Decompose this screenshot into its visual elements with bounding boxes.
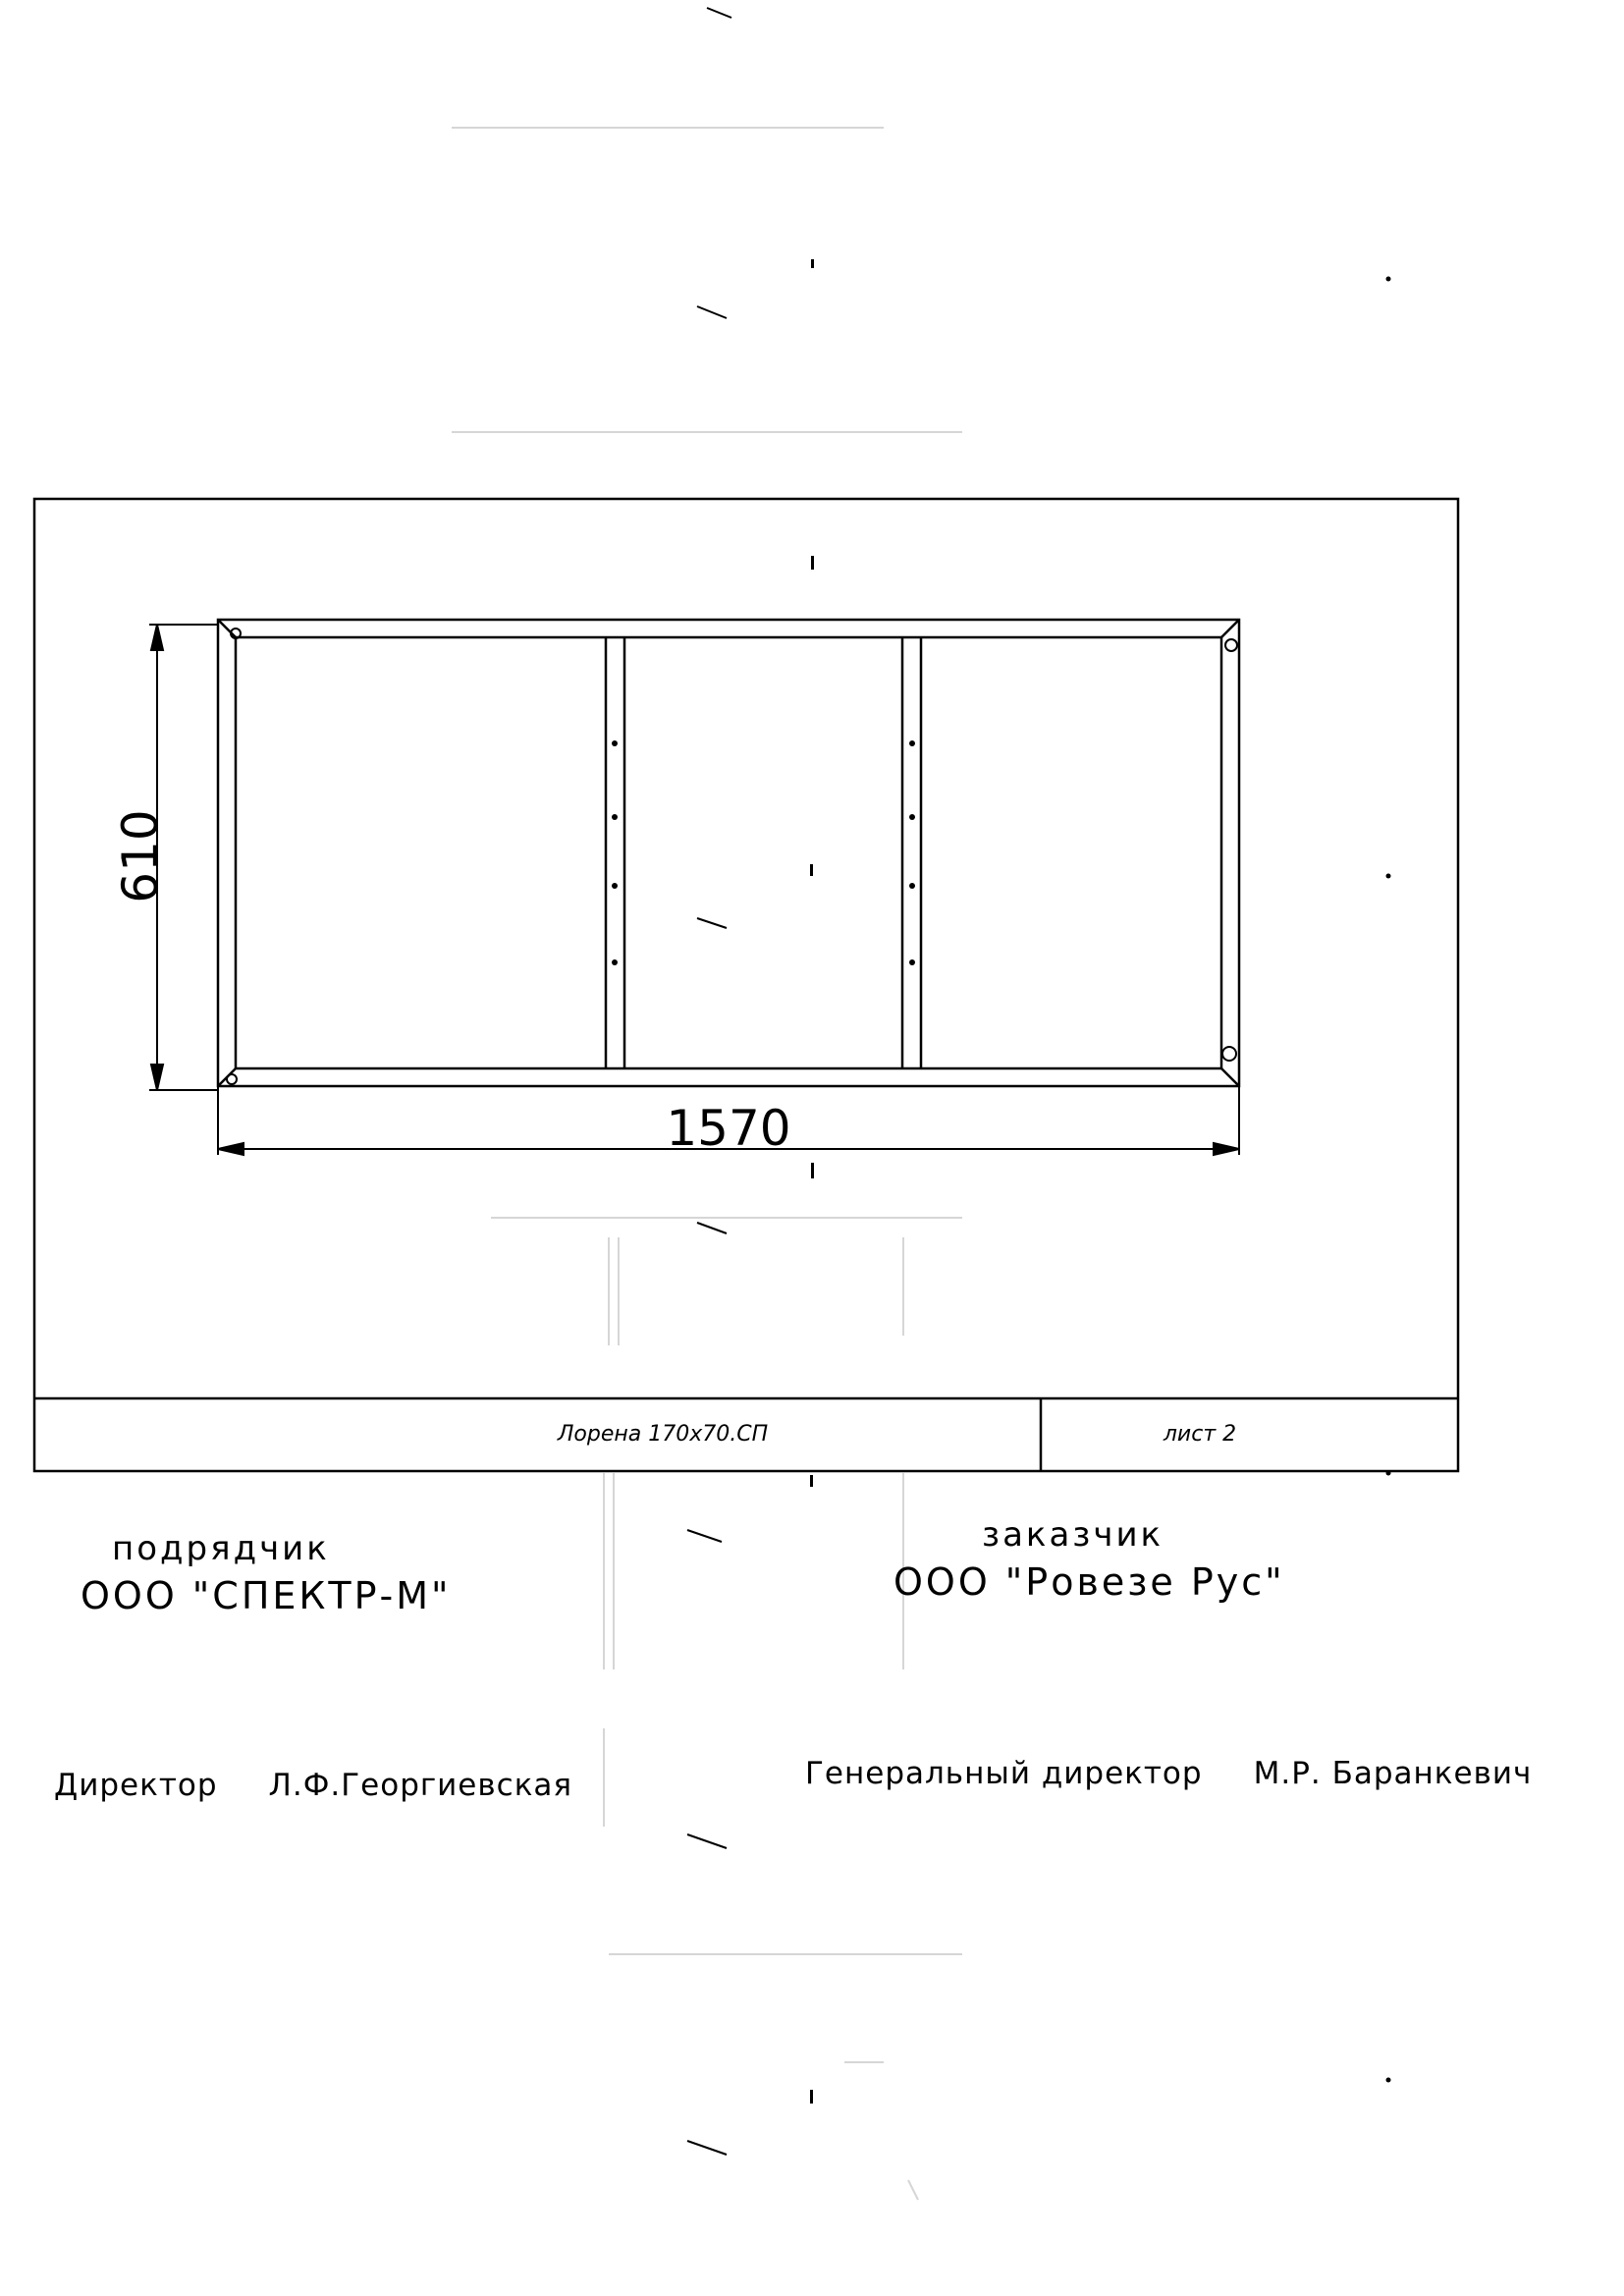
dimension-height-label: 610 bbox=[112, 809, 169, 903]
contractor-signatory-title: Директор bbox=[54, 1768, 218, 1803]
contractor-role: подрядчик bbox=[112, 1529, 330, 1568]
drawing-name: Лорена 170x70.СП bbox=[557, 1422, 769, 1447]
customer-signatory-title: Генеральный директор bbox=[805, 1756, 1203, 1791]
mullion-holes bbox=[612, 740, 915, 965]
frame-mullions bbox=[606, 637, 921, 1068]
contractor-signature-line bbox=[54, 1768, 572, 1803]
corner-holes bbox=[227, 629, 1237, 1084]
customer-block bbox=[893, 1512, 1285, 1607]
contractor-signatory-name: Л.Ф.Георгиевская bbox=[268, 1768, 573, 1803]
frame-outline bbox=[218, 620, 1239, 1086]
contractor-block bbox=[81, 1526, 452, 1620]
customer-role: заказчик bbox=[982, 1515, 1164, 1555]
scan-artifacts bbox=[452, 128, 962, 2200]
customer-signature-line bbox=[805, 1756, 1532, 1791]
sheet-frame bbox=[34, 499, 1458, 1471]
customer-signatory-name: М.Р. Баранкевич bbox=[1253, 1756, 1533, 1791]
customer-org: ООО "Ровезе Рус" bbox=[893, 1560, 1285, 1604]
dimension-width-label: 1570 bbox=[666, 1100, 791, 1157]
sheet-number: лист 2 bbox=[1163, 1422, 1237, 1447]
scan-specks bbox=[687, 8, 1391, 2155]
contractor-org: ООО "СПЕКТР-М" bbox=[81, 1574, 452, 1617]
